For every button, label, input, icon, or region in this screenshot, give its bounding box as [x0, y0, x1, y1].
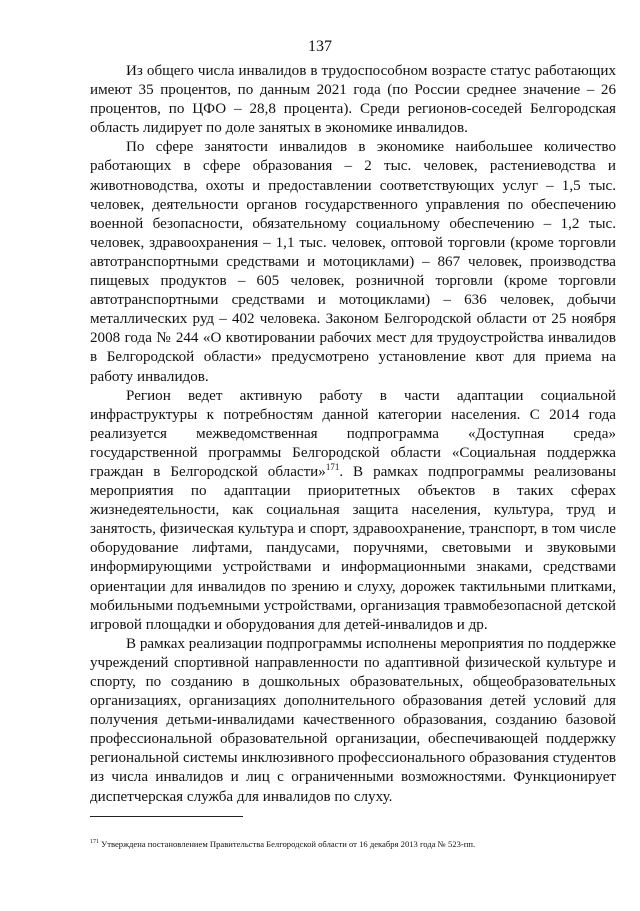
paragraph-subprogram-measures: В рамках реализации подпрограммы исполнены мероприятия по поддержке учреждений спортивной направленности по адаптивной физической культуре и спорту, по созданию в дошкольных образовательных, общеобразовательных организациях, организациях дополнительного образования детей условий для получения детьми-инвалидами качественного образования, созданию базовой профессиональной образовательной организации, обеспечивающей поддержку региональной системы инклюзивного профессионального образования студентов из числа инвалидов и лиц с ограниченными возможностями. Функционирует диспетчерская служба для инвалидов по слуху.: [90, 635, 616, 805]
body-text: [90, 62, 616, 807]
footnote-divider: [90, 816, 243, 817]
footnote-number: 171: [90, 839, 99, 846]
paragraph-employment-sectors: По сфере занятости инвалидов в экономике наибольшее количество работающих в сфере образования – 2 тыс. человек, растениеводства и животноводства, охоты и предоставлении соответствующих услуг – 1,5 тыс. человек, деятельности органов государственного управления по обеспечению военной безопасности, обязательному социальному обеспечению – 1,2 тыс. человек, здравоохранения – 1,1 тыс. человек, оптовой торговли (кроме торговли автотранспортными средствами и мотоциклами) – 867 человек, производства пищевых продуктов – 605 человек, розничной торговли (кроме торговли автотранспортными средствами и мотоциклами) – 636 человек, добычи металлических руд – 402 человека. Законом Белгородской области от 25 ноября 2008 года № 244 «О квотировании рабочих мест для трудоустройства инвалидов в Белгородской области» предусмотрено установление квот для приема на работу инвалидов.: [90, 139, 616, 385]
page-number: 137: [308, 38, 332, 55]
paragraph-text-part: Регион ведет активную работу в части адаптации социальной инфраструктуры к потребностям данной категории населения. С 2014 года реализуется межведомственная подпрограмма «Доступная среда» государственной программы Белгородской области «Социальная поддержка граждан в Белгородской области»: [90, 387, 616, 480]
paragraph-text-part: . В рамках подпрограммы реализованы мероприятия по адаптации приоритетных объектов в таких сферах жизнедеятельности, как социальная защита населения, культура, труд и занятость, физическая культура и спорт, здравоохранение, транспорт, в том числе оборудование лифтами, пандусами, поручнями, световыми и звуковыми информирующими устройствами и информационными знаками, средствами ориентации для инвалидов по зрению и слуху, дорожек тактильными плитками, мобильными подъемными устройствами, организация травмобезопасной детской игровой площадки и оборудования для детей-инвалидов и др.: [90, 463, 616, 633]
paragraph-accessible-environment: [90, 387, 616, 635]
paragraph-disabled-employment-share: Из общего числа инвалидов в трудоспособном возрасте статус работающих имеют 35 процентов, по данным 2021 года (по России среднее значение – 26 процентов, по ЦФО – 28,8 процента). Среди регионов-соседей Белгородская область лидирует по доле занятых в экономике инвалидов.: [90, 63, 616, 137]
footnote-text: Утверждена постановлением Правительства Белгородской области от 16 декабря 2013 года № 523-пп.: [99, 839, 476, 849]
footnote-reference: 171: [325, 461, 340, 472]
footnote: [90, 839, 610, 850]
